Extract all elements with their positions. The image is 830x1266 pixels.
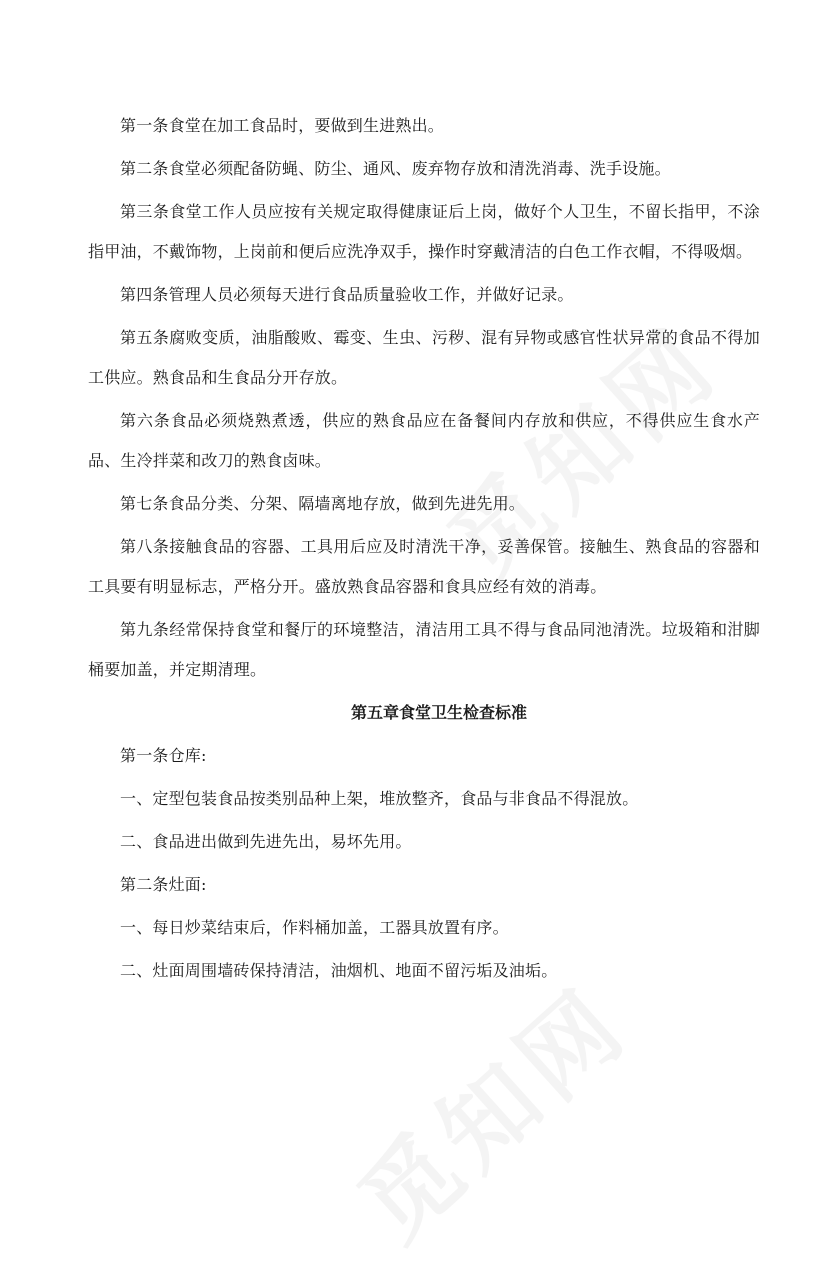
paragraph-article-5: 第五条腐败变质，油脂酸败、霉变、生虫、污秽、混有异物或感官性状异常的食品不得加工供应。熟食品和生食品分开存放。 (88, 328, 760, 387)
paragraph-warehouse-item-1: 一、定型包装食品按类别品种上架，堆放整齐，食品与非食品不得混放。 (120, 789, 639, 808)
paragraph-article-8: 第八条接触食品的容器、工具用后应及时清洗干净，妥善保管。接触生、熟食品的容器和工具要有明显标志，严格分开。盛放熟食品容器和食具应经有效的消毒。 (88, 537, 760, 596)
paragraph-article-7: 第七条食品分类、分架、隔墙离地存放，做到先进先用。 (120, 494, 526, 513)
paragraph-stove-item-2: 二、灶面周围墙砖保持清洁，油烟机、地面不留污垢及油垢。 (120, 961, 558, 980)
paragraph-warehouse-item-2: 二、食品进出做到先进先出，易坏先用。 (120, 832, 412, 851)
document-body (88, 106, 760, 994)
paragraph-article-4: 第四条管理人员必须每天进行食品质量验收工作，并做好记录。 (120, 285, 574, 304)
paragraph-warehouse-title: 第一条仓库: (120, 746, 207, 765)
paragraph-article-1: 第一条食堂在加工食品时，要做到生进熟出。 (120, 116, 445, 135)
paragraph-article-2: 第二条食堂必须配备防蝇、防尘、通风、废弃物存放和清洗消毒、洗手设施。 (120, 159, 671, 178)
paragraph-stove-title: 第二条灶面: (120, 875, 207, 894)
paragraph-article-6: 第六条食品必须烧熟煮透，供应的熟食品应在备餐间内存放和供应，不得供应生食水产品、生冷拌菜和改刀的熟食卤味。 (88, 411, 760, 470)
chapter-heading: 第五章食堂卫生检查标准 (350, 703, 527, 722)
watermark (325, 951, 653, 1266)
paragraph-article-3: 第三条食堂工作人员应按有关规定取得健康证后上岗，做好个人卫生，不留长指甲，不涂指甲油，不戴饰物，上岗前和便后应洗净双手，操作时穿戴清洁的白色工作衣帽，不得吸烟。 (88, 202, 760, 261)
paragraph-stove-item-1: 一、每日炒菜结束后，作料桶加盖，工器具放置有序。 (120, 918, 509, 937)
paragraph-article-9: 第九条经常保持食堂和餐厅的环境整洁，清洁用工具不得与食品同池清洗。垃圾箱和泔脚桶要加盖，并定期清理。 (88, 620, 760, 679)
